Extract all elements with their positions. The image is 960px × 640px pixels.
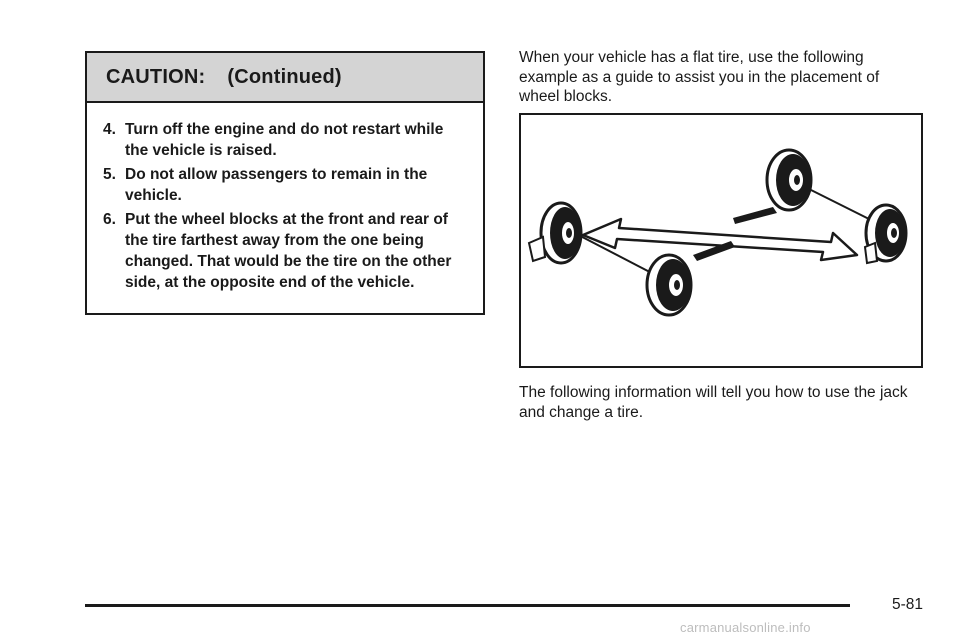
outro-paragraph: The following information will tell you how to use the jack and change a tire. [519, 384, 908, 421]
item-number: 5. [103, 166, 116, 183]
tire-icon [647, 255, 691, 315]
wheel-block-icon [865, 243, 877, 263]
intro-paragraph: When your vehicle has a flat tire, use the following example as a guide to assist you in the placement of wheel blocks. [519, 49, 880, 105]
caution-list [87, 103, 483, 293]
item-text: Do not allow passengers to remain in the vehicle. [125, 166, 428, 204]
tire-icon [541, 203, 581, 263]
item-text: Turn off the engine and do not restart while the vehicle is raised. [125, 121, 444, 159]
wheel-block-illustration [521, 115, 921, 366]
wheel-block-icon [529, 237, 545, 261]
wheel-block-figure [519, 113, 923, 368]
caution-continued: (Continued) [227, 65, 342, 88]
item-number: 6. [103, 211, 116, 228]
page-number: 5-81 [892, 596, 924, 613]
arrow-icon [583, 219, 857, 260]
watermark: carmanualsonline.info [680, 620, 811, 635]
tire-icon [767, 150, 811, 210]
wheel-block-icon [733, 207, 777, 224]
caution-header [87, 53, 483, 103]
list-item [103, 164, 463, 206]
list-item [103, 209, 463, 293]
item-number: 4. [103, 121, 116, 138]
caution-label: CAUTION: [106, 65, 206, 88]
footer-rule [85, 604, 850, 607]
caution-box [85, 51, 485, 315]
list-item [103, 119, 463, 161]
item-text: Put the wheel blocks at the front and rear of the tire farthest away from the one being changed. That would be the tire on the other side, at the opposite end of the vehicle. [125, 211, 452, 291]
